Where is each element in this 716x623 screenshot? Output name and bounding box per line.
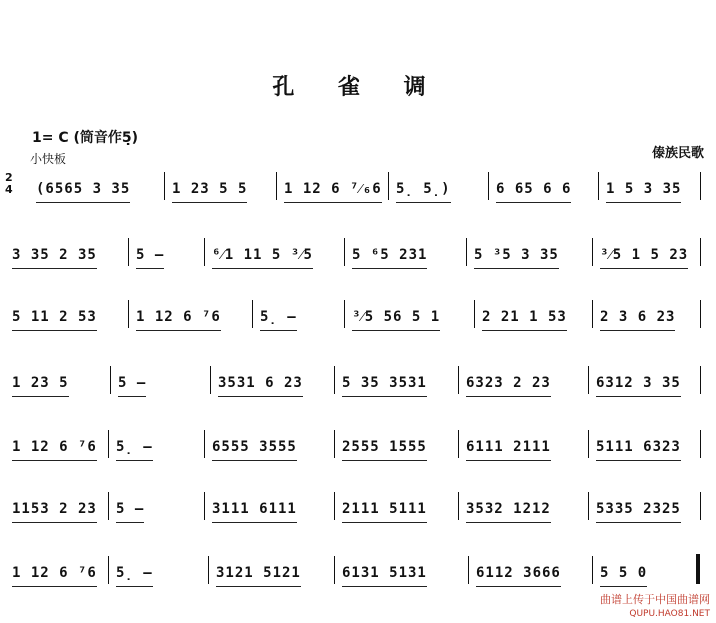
measure: 5̣ – [260,306,297,331]
bar-line [204,492,205,520]
measure: 1 5 3 35 [606,178,681,203]
bar-line [344,238,345,266]
bar-line [334,366,335,394]
bar-line [700,366,701,394]
measure: 5 ³5 3 35 [474,244,559,269]
measure: 5335 2325 [596,498,681,523]
bar-line [210,366,211,394]
score-line [5,171,704,202]
bar-line [592,556,593,584]
measure: 6131 5131 [342,562,427,587]
page-title: 孔 雀 调 [272,75,444,100]
measure: ³⁄5 56 5 1 [352,306,440,331]
bar-line [588,430,589,458]
measure: 6112 3666 [476,562,561,587]
score-line [12,562,704,586]
bar-line [592,300,593,328]
bar-line [592,238,593,266]
time-signature: 2 4 [5,171,13,196]
bar-line [700,172,701,200]
measure: 1 12 6 ⁷6 [12,436,97,461]
score-line [12,498,704,522]
measure: 3531 6 23 [218,372,303,397]
measure: 1 12 6 ⁷⁄₆6 [284,178,382,203]
measure: 5 – [118,372,146,397]
measure: 6111 2111 [466,436,551,461]
measure: 5̣ – [116,436,153,461]
measure: ⁶⁄1 11 5 ³⁄5 [212,244,313,269]
bar-line [588,366,589,394]
measure: 6312 3 35 [596,372,681,397]
bar-line [334,430,335,458]
measure: 1 12 6 ⁷6 [136,306,221,331]
key-signature: 1= C (筒音作5̣) [32,130,139,146]
bar-line [588,492,589,520]
measure: 5̣ – [116,562,153,587]
bar-line [108,556,109,584]
final-bar-line [696,554,700,584]
bar-line [276,172,277,200]
bar-line [204,238,205,266]
bar-line [108,492,109,520]
tempo-marking: 小快板 [30,152,67,166]
song-origin: 傣族民歌 [651,146,704,161]
measure: (6565 3 35 [36,178,130,203]
measure: 5111 6323 [596,436,681,461]
bar-line [164,172,165,200]
measure: 1153 2 23 [12,498,97,523]
measure: 1 23 5 5 [172,178,247,203]
bar-line [334,556,335,584]
bar-line [110,366,111,394]
measure: 5 – [136,244,164,269]
measure: 5 ⁶5 231 [352,244,427,269]
measure: ³⁄5 1 5 23 [600,244,688,269]
measure: 6 65 6 6 [496,178,571,203]
measure: 2555 1555 [342,436,427,461]
measure: 5̣ 5̣) [396,178,451,203]
bar-line [700,492,701,520]
bar-line [468,556,469,584]
measure: 5 35 3531 [342,372,427,397]
bar-line [458,366,459,394]
bar-line [488,172,489,200]
bar-line [108,430,109,458]
bar-line [700,238,701,266]
measure: 5 11 2 53 [12,306,97,331]
measure: 2 3 6 23 [600,306,675,331]
measure: 5 5 0 [600,562,647,587]
measure: 2 21 1 53 [482,306,567,331]
measure: 3111 6111 [212,498,297,523]
bar-line [700,430,701,458]
bar-line [334,492,335,520]
bar-line [458,430,459,458]
measure: 3 35 2 35 [12,244,97,269]
measure: 1 23 5 [12,372,69,397]
bar-line [128,300,129,328]
measure: 3121 5121 [216,562,301,587]
bar-line [388,172,389,200]
measure: 3532 1212 [466,498,551,523]
score-line [12,244,704,268]
measure: 6323 2 23 [466,372,551,397]
bar-line [204,430,205,458]
bar-line [458,492,459,520]
measure: 6555 3555 [212,436,297,461]
bar-line [128,238,129,266]
score-line [12,372,704,396]
bar-line [344,300,345,328]
site-url: QUPU.HAO81.NET [629,609,710,619]
bar-line [598,172,599,200]
bar-line [700,300,701,328]
bar-line [208,556,209,584]
score-line [12,436,704,460]
measure: 2111 5111 [342,498,427,523]
bar-line [466,238,467,266]
measure: 1 12 6 ⁷6 [12,562,97,587]
bar-line [474,300,475,328]
site-watermark: 曲谱上传于中国曲谱网 [600,593,710,606]
measure: 5 – [116,498,144,523]
score-line [12,306,704,330]
bar-line [252,300,253,328]
